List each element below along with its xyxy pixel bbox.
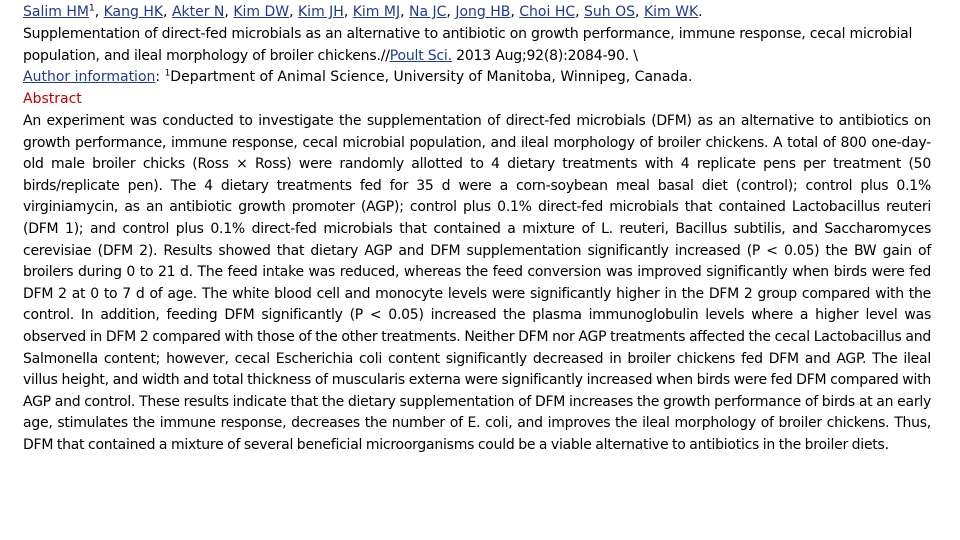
citation-details: 2013 Aug;92(8):2084-90. \: [451, 47, 638, 64]
author-link[interactable]: Kang HK: [103, 4, 164, 20]
author-link[interactable]: Na JC: [409, 4, 447, 20]
author-link[interactable]: Jong HB: [455, 4, 511, 20]
author-link[interactable]: Akter N: [171, 4, 225, 20]
author-separator: ,: [575, 4, 585, 20]
affiliation-colon: :: [155, 69, 165, 85]
author-information-link[interactable]: Author information: [23, 69, 156, 85]
author-separator: ,: [224, 4, 234, 20]
author-separator: ,: [635, 4, 644, 20]
author-link[interactable]: Kim JH: [298, 4, 344, 20]
author-list: [23, 2, 931, 24]
author-link[interactable]: Kim DW: [233, 4, 290, 20]
author-separator: ,: [400, 4, 410, 20]
article-title: Supplementation of direct-fed microbials as an alternative to antibiotic on growth performance, immune response, cecal microbial population, and ileal morphology of broiler chickens.//: [23, 26, 913, 64]
author-link[interactable]: Salim HM: [23, 4, 89, 20]
abstract-heading: Abstract: [23, 91, 82, 107]
author-link[interactable]: Kim MJ: [352, 4, 401, 20]
abstract-body: An experiment was conducted to investigate the supplementation of direct-fed microbials (DFM) as an alternative to antibiotics on growth performance, immune response, cecal microbial population, and ileal morphology of broiler chickens. A total of 800 one-day-old male broiler chicks (Ross × Ross) were randomly allotted to 4 dietary treatments with 4 replicate pens per treatment (50 birds/replicate pen). The 4 dietary treatments fed for 35 d were a corn-soybean meal basal diet (control); control plus 0.1% virginiamycin, as an antibiotic growth promoter (AGP); control plus 0.1% direct-fed microbials that contained Lactobacillus reuteri (DFM 1); and control plus 0.1% direct-fed microbials that contained a mixture of L. reuteri, Bacillus subtilis, and Saccharomyces cerevisiae (DFM 2). Results showed that dietary AGP and DFM supplementation significantly increased (P < 0.05) the BW gain of broilers during 0 to 21 d. The feed intake was reduced, whereas the feed conversion was improved significantly when birds were fed DFM 2 at 0 to 7 d of age. The white blood cell and monocyte levels were significantly higher in the DFM 2 group compared with the control. In addition, feeding DFM significantly (P < 0.05) increased the plasma immunoglobulin levels where a higher level was observed in DFM 2 compared with those of the other treatments. Neither DFM nor AGP treatments affected the cecal Lactobacillus and Salmonella content; however, cecal Escherichia coli content significantly decreased in broiler chickens fed DFM and AGP. The ileal villus height, and width and total thickness of muscularis externa were significantly increased when birds were fed DFM compared with AGP and control. These results indicate that the dietary supplementation of DFM increases the growth performance of birds at an early age, stimulates the immune response, decreases the number of E. coli, and improves the ileal morphology of broiler chickens. Thus, DFM that contained a mixture of several beneficial microorganisms could be a viable alternative to antibiotics in the broiler diets.: [23, 113, 931, 453]
author-separator: ,: [446, 4, 456, 20]
author-separator: ,: [163, 4, 172, 20]
affiliation-line: [23, 67, 931, 89]
author-separator: ,: [343, 4, 353, 20]
journal-link[interactable]: Poult Sci.: [389, 47, 452, 64]
affiliation-marker: 1: [164, 68, 171, 79]
author-separator: .: [698, 4, 703, 20]
author-separator: ,: [289, 4, 298, 20]
article-citation: [23, 24, 931, 67]
author-link[interactable]: Choi HC: [519, 4, 576, 20]
affiliation-text: Department of Animal Science, University of Manitoba, Winnipeg, Canada.: [170, 69, 693, 85]
author-link[interactable]: Kim WK: [643, 4, 699, 20]
author-link[interactable]: Suh OS: [584, 4, 636, 20]
author-separator: ,: [510, 4, 520, 20]
affiliation-marker: 1: [88, 3, 95, 14]
author-separator: ,: [94, 4, 104, 20]
